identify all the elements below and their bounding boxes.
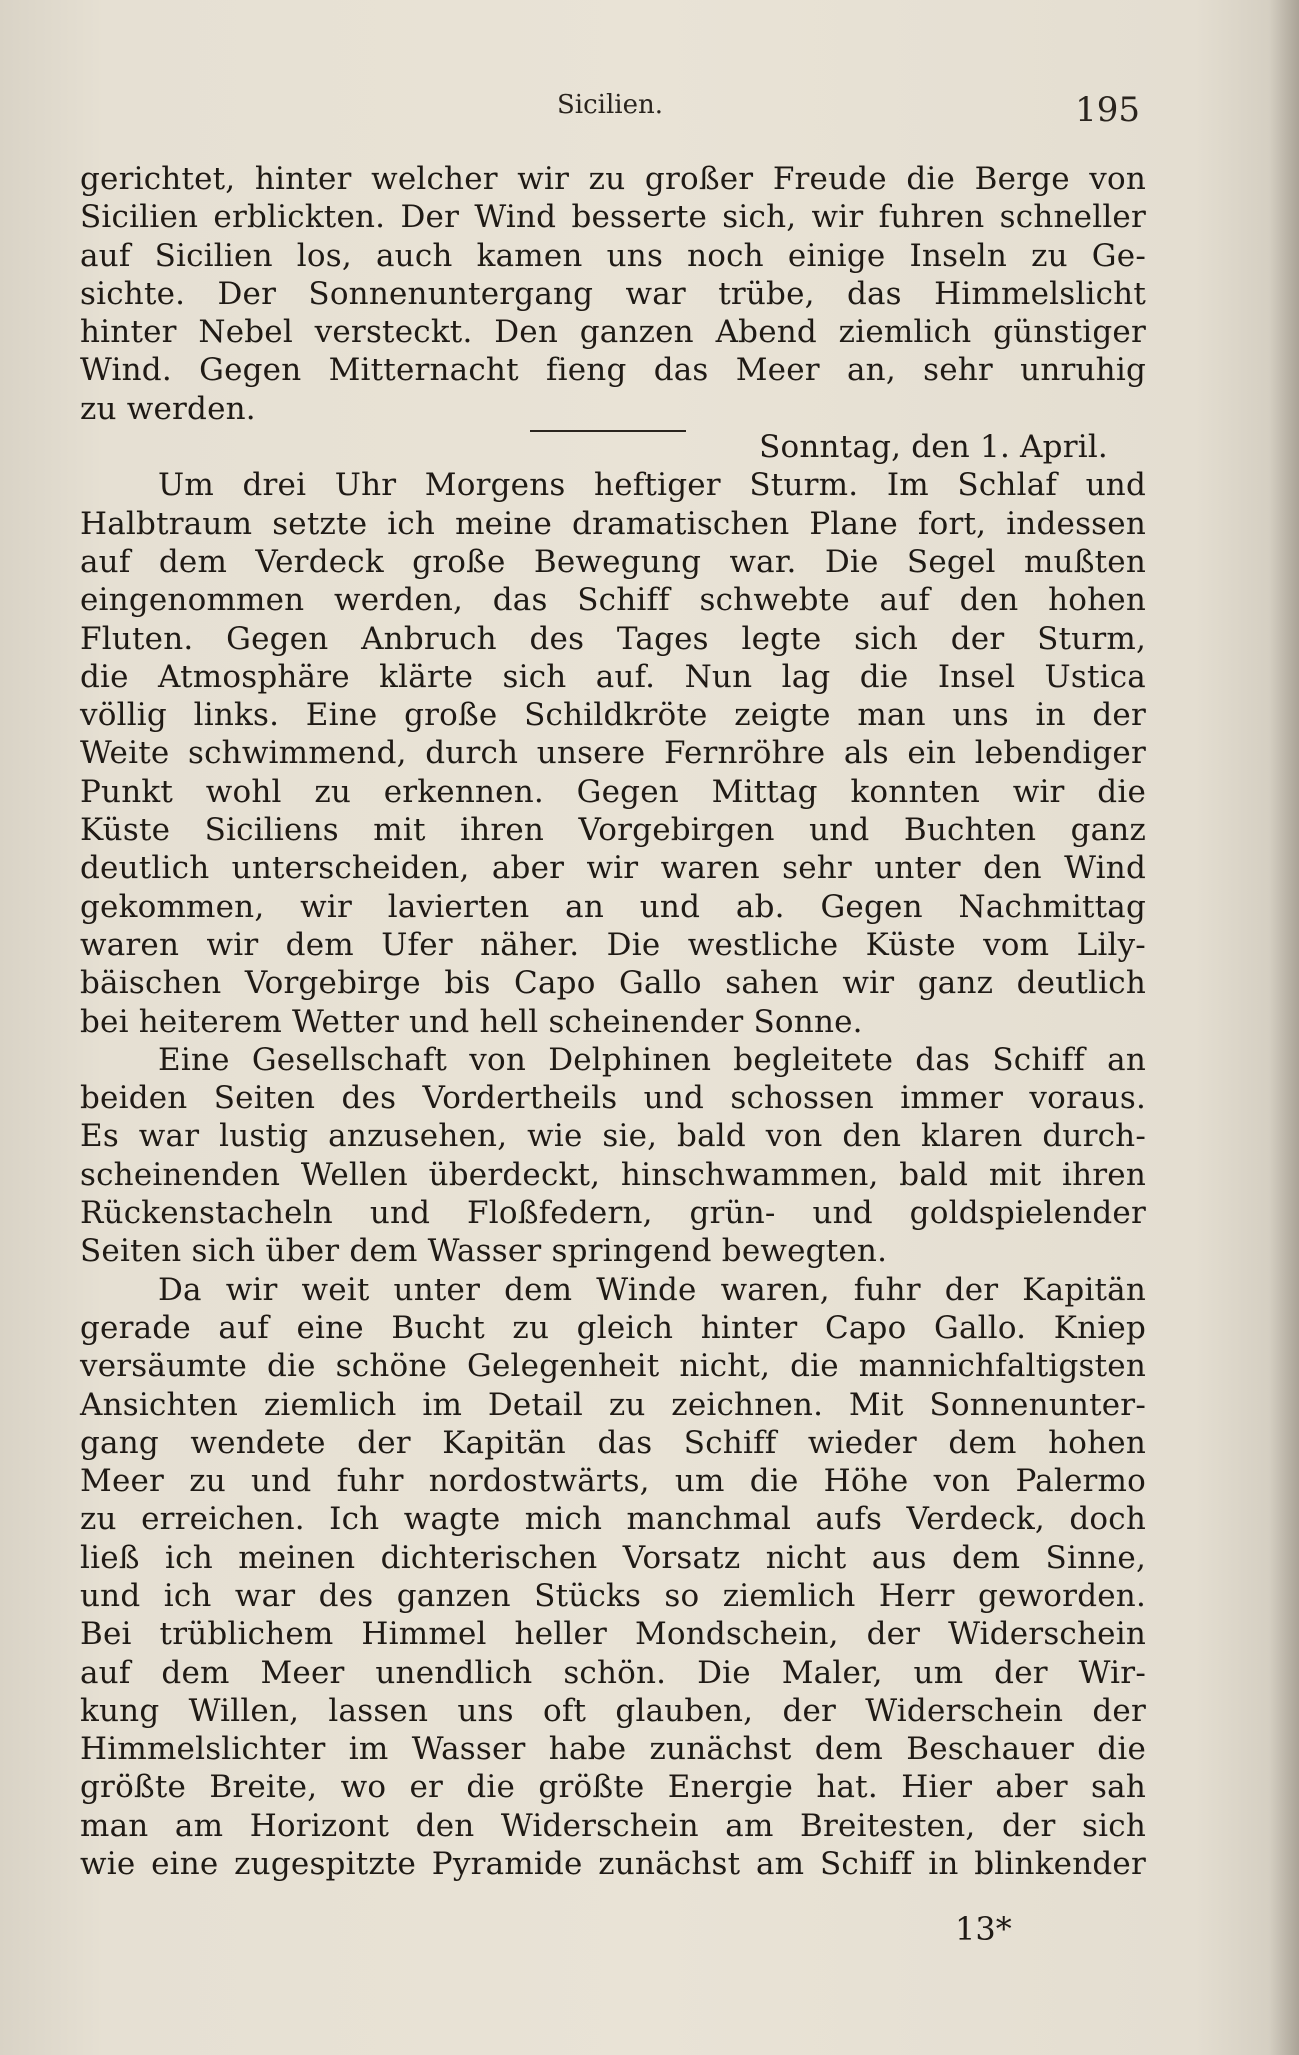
text-line: Da wir weit unter dem Winde waren, fuhr der Kapitän bbox=[158, 1271, 1146, 1308]
page-header bbox=[80, 90, 1140, 140]
page-number: 195 bbox=[1075, 90, 1140, 130]
text-line: zu werden. bbox=[80, 390, 256, 427]
text-line: auf dem Verdeck große Bewegung war. Die Segel mußten bbox=[80, 543, 1146, 580]
text-line: Punkt wohl zu erkennen. Gegen Mittag konnten wir die bbox=[80, 773, 1146, 810]
text-line: Meer zu und fuhr nordostwärts, um die Höhe von Palermo bbox=[80, 1463, 1146, 1500]
text-line: und ich war des ganzen Stücks so ziemlich Herr geworden. bbox=[80, 1577, 1146, 1614]
text-line: sichte. Der Sonnenuntergang war trübe, das Himmelslicht bbox=[80, 275, 1146, 312]
signature-mark: 13* bbox=[955, 1910, 1012, 1948]
text-line: auf Sicilien los, auch kamen uns noch einige Inseln zu Ge- bbox=[80, 237, 1146, 274]
text-line: Himmelslichter im Wasser habe zunächst dem Beschauer die bbox=[80, 1731, 1146, 1768]
text-line: bei heiterem Wetter und hell scheinender Sonne. bbox=[80, 1003, 863, 1040]
text-line: die Atmosphäre klärte sich auf. Nun lag die Insel Ustica bbox=[80, 658, 1146, 695]
text-line: Um drei Uhr Morgens heftiger Sturm. Im Schlaf und bbox=[158, 467, 1146, 504]
text-line: waren wir dem Ufer näher. Die westliche Küste vom Lily- bbox=[80, 926, 1146, 963]
text-line: Sicilien erblickten. Der Wind besserte sich, wir fuhren schneller bbox=[80, 199, 1146, 236]
running-title: Sicilien. bbox=[556, 90, 664, 120]
text-line: Halbtraum setzte ich meine dramatischen Plane fort, indessen bbox=[80, 505, 1146, 542]
text-line: Küste Siciliens mit ihren Vorgebirgen und Buchten ganz bbox=[80, 812, 1146, 849]
text-line: deutlich unterscheiden, aber wir waren sehr unter den Wind bbox=[80, 850, 1146, 887]
text-line: Es war lustig anzusehen, wie sie, bald von den klaren durch- bbox=[80, 1118, 1146, 1155]
text-line: größte Breite, wo er die größte Energie hat. Hier aber sah bbox=[80, 1769, 1146, 1806]
text-line: ließ ich meinen dichterischen Vorsatz nicht aus dem Sinne, bbox=[80, 1539, 1146, 1576]
text-line: wie eine zugespitzte Pyramide zunächst am Schiff in blinkender bbox=[80, 1846, 1146, 1883]
text-line: gerade auf eine Bucht zu gleich hinter Capo Gallo. Kniep bbox=[80, 1309, 1146, 1346]
text-line: völlig links. Eine große Schildkröte zeigte man uns in der bbox=[80, 697, 1146, 734]
body-text bbox=[80, 160, 1146, 1883]
text-line: Eine Gesellschaft von Delphinen begleitete das Schiff an bbox=[158, 1041, 1146, 1078]
text-line: Weite schwimmend, durch unsere Fernröhre als ein lebendiger bbox=[80, 735, 1146, 772]
text-line: auf dem Meer unendlich schön. Die Maler, um der Wir- bbox=[80, 1654, 1146, 1691]
date-heading: Sonntag, den 1. April. bbox=[759, 429, 1108, 466]
text-line: gang wendete der Kapitän das Schiff wieder dem hohen bbox=[80, 1424, 1146, 1461]
text-line: Rückenstacheln und Floßfedern, grün- und goldspielender bbox=[80, 1195, 1146, 1232]
text-line: kung Willen, lassen uns oft glauben, der Widerschein der bbox=[80, 1692, 1146, 1729]
text-line: Seiten sich über dem Wasser springend bewegten. bbox=[80, 1233, 888, 1270]
text-line: hinter Nebel versteckt. Den ganzen Abend ziemlich günstiger bbox=[80, 314, 1146, 351]
text-line: versäumte die schöne Gelegenheit nicht, die mannichfaltigsten bbox=[80, 1348, 1146, 1385]
text-line: scheinenden Wellen überdeckt, hinschwammen, bald mit ihren bbox=[80, 1156, 1146, 1193]
text-line: eingenommen werden, das Schiff schwebte auf den hohen bbox=[80, 582, 1146, 619]
text-line: beiden Seiten des Vordertheils und schossen immer voraus. bbox=[80, 1080, 1146, 1117]
text-line: Fluten. Gegen Anbruch des Tages legte sich der Sturm, bbox=[80, 620, 1146, 657]
text-line: zu erreichen. Ich wagte mich manchmal aufs Verdeck, doch bbox=[80, 1501, 1146, 1538]
text-line: Ansichten ziemlich im Detail zu zeichnen. Mit Sonnenunter- bbox=[80, 1386, 1146, 1423]
text-line: man am Horizont den Widerschein am Breitesten, der sich bbox=[80, 1807, 1146, 1844]
text-line: gerichtet, hinter welcher wir zu großer Freude die Berge von bbox=[80, 161, 1146, 197]
text-line: gekommen, wir lavierten an und ab. Gegen Nachmittag bbox=[80, 888, 1146, 925]
text-line: Wind. Gegen Mitternacht fieng das Meer an, sehr unruhig bbox=[80, 352, 1146, 389]
text-line: Bei trüblichem Himmel heller Mondschein, der Widerschein bbox=[80, 1616, 1146, 1653]
text-line: bäischen Vorgebirge bis Capo Gallo sahen wir ganz deutlich bbox=[80, 965, 1146, 1002]
